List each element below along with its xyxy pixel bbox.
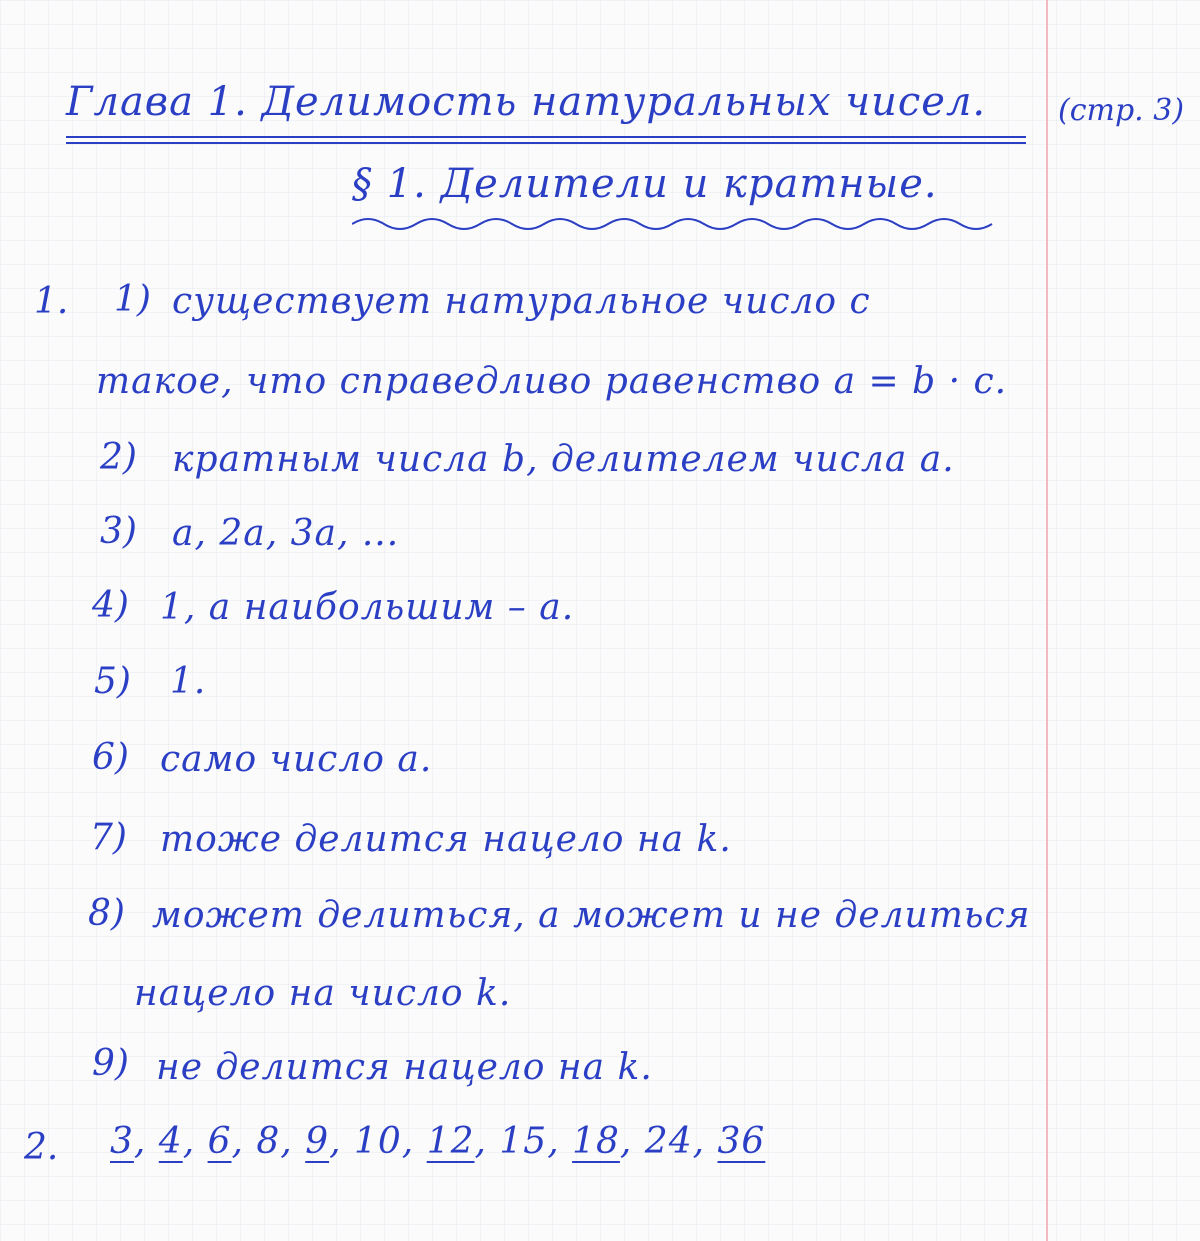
item-4-text: 1, а наибольшим – a. [160, 587, 575, 628]
chapter-title: Глава 1. Делимость натуральных чисел. [66, 79, 987, 125]
item-1-line-1: существует натуральное число c [172, 281, 871, 322]
item-8-line-2: нацело на число k. [134, 973, 512, 1014]
title-underline-bottom [66, 142, 1026, 144]
notebook-margin-line [1046, 0, 1048, 1241]
exercise-2-separator: , [401, 1121, 427, 1162]
item-8-label: 8) [88, 893, 125, 934]
exercise-2-separator: , [474, 1121, 500, 1162]
exercise-2-separator: , [692, 1121, 718, 1162]
item-3-label: 3) [100, 511, 137, 552]
exercise-2-separator: , [133, 1121, 159, 1162]
item-2-label: 2) [100, 437, 137, 478]
exercise-2-separator: , [231, 1121, 257, 1162]
exercise-2-value: 10 [353, 1121, 402, 1162]
section-title: § 1. Делители и кратные. [352, 161, 938, 207]
item-8-line-1: может делиться, а может и не делиться [152, 895, 1031, 936]
item-6-text: само число a. [160, 739, 433, 780]
exercise-2-value: 18 [572, 1121, 620, 1162]
exercise-2-value: 12 [426, 1121, 475, 1162]
exercise-2-separator: , [329, 1121, 354, 1162]
item-3-text: a, 2a, 3a, ... [172, 513, 400, 554]
item-1-line-2: такое, что справедливо равенство a = b · c. [96, 361, 1008, 402]
exercise-1-number: 1. [34, 281, 69, 322]
item-9-text: не делится нацело на k. [156, 1047, 653, 1088]
exercise-2-value: 9 [305, 1121, 330, 1162]
section-wavy-underline [352, 212, 1002, 236]
exercise-2-value: 36 [717, 1121, 766, 1162]
item-6-label: 6) [92, 737, 129, 778]
item-5-label: 5) [94, 661, 131, 702]
exercise-2-value: 15 [499, 1121, 548, 1162]
exercise-2-value: 3 [110, 1121, 134, 1162]
exercise-2-value: 6 [207, 1121, 232, 1162]
item-1-label: 1) [114, 279, 151, 320]
title-underline-top [66, 136, 1026, 138]
exercise-2-value: 8 [256, 1121, 281, 1162]
item-7-text: тоже делится нацело на k. [160, 819, 732, 860]
exercise-2-value: 4 [158, 1121, 183, 1162]
exercise-2-value: 24 [644, 1121, 693, 1162]
item-7-label: 7) [90, 817, 127, 858]
exercise-2-separator: , [547, 1121, 573, 1162]
exercise-2-number: 2. [24, 1127, 59, 1168]
exercise-2-separator: , [280, 1121, 306, 1162]
exercise-2-separator: , [619, 1121, 645, 1162]
item-4-label: 4) [92, 585, 129, 626]
item-9-label: 9) [92, 1043, 129, 1084]
exercise-2-separator: , [182, 1121, 208, 1162]
item-2-text: кратным числа b, делителем числа a. [172, 439, 955, 480]
exercise-2-values [110, 1121, 766, 1162]
item-5-text: 1. [170, 661, 207, 702]
page-reference: (стр. 3) [1058, 93, 1185, 128]
